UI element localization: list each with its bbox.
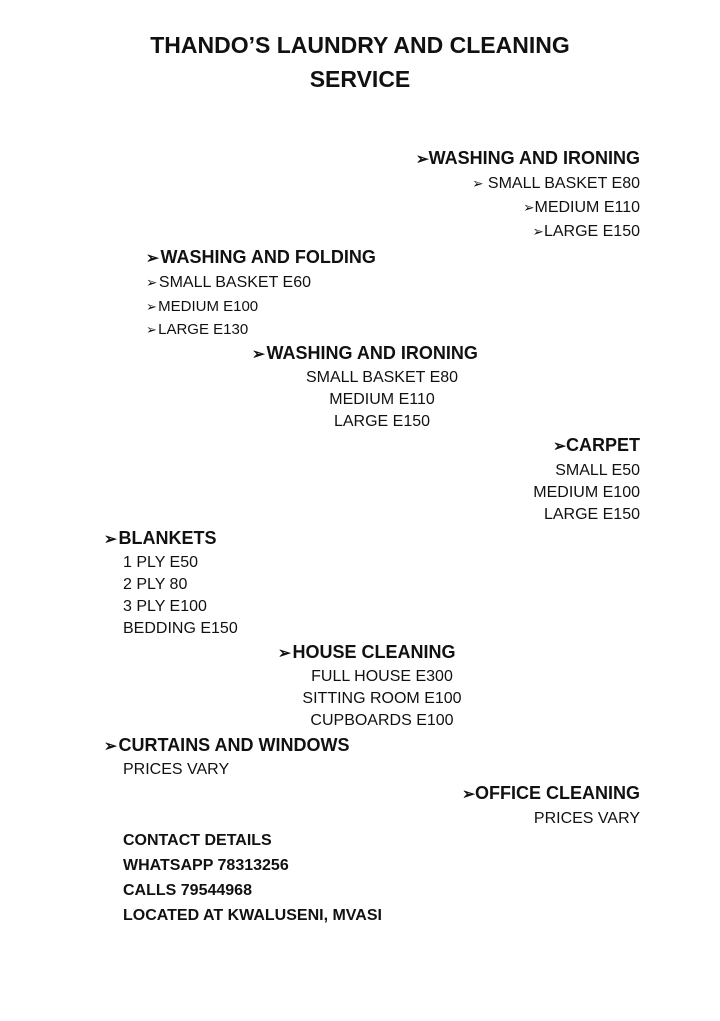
document-title-line-2: SERVICE: [309, 66, 411, 92]
section-heading-washing-ironing: ➢WASHING AND IRONING: [414, 147, 640, 171]
price-item: ➢LARGE E130: [146, 321, 249, 338]
price-item: LARGE E150: [543, 506, 640, 523]
price-item: LARGE E150: [333, 413, 431, 430]
arrow-bullet-icon: ➢: [146, 275, 158, 290]
price-item: 1 PLY E50: [123, 554, 199, 571]
document-title-line-1: THANDO’S LAUNDRY AND CLEANING: [150, 32, 570, 58]
price-item: ➢ SMALL BASKET E80: [472, 175, 640, 192]
arrow-bullet-icon: ➢: [462, 786, 475, 803]
price-item: SMALL E50: [555, 462, 640, 479]
price-item: FULL HOUSE E300: [311, 668, 453, 685]
price-item: ➢MEDIUM E110: [523, 199, 640, 216]
price-item: CUPBOARDS E100: [310, 712, 454, 729]
section-heading-carpet: ➢CARPET: [551, 434, 640, 458]
contact-heading: CONTACT DETAILS: [123, 832, 272, 849]
price-item: 2 PLY 80: [123, 576, 188, 593]
arrow-bullet-icon: ➢: [472, 176, 484, 191]
contact-location: LOCATED AT KWALUSENI, MVASI: [123, 907, 382, 924]
contact-calls: CALLS 79544968: [123, 882, 252, 899]
section-heading-blankets: ➢BLANKETS: [104, 527, 217, 551]
section-heading-washing-ironing: ➢WASHING AND IRONING: [252, 342, 478, 366]
arrow-bullet-icon: ➢: [553, 438, 566, 455]
arrow-bullet-icon: ➢: [415, 151, 429, 168]
arrow-bullet-icon: ➢: [146, 299, 157, 314]
price-item: 3 PLY E100: [123, 598, 207, 615]
price-item: PRICES VARY: [533, 810, 640, 827]
contact-whatsapp: WHATSAPP 78313256: [123, 857, 289, 874]
section-heading-curtains-windows: ➢CURTAINS AND WINDOWS: [104, 734, 350, 758]
arrow-bullet-icon: ➢: [146, 322, 157, 337]
price-item: ➢MEDIUM E100: [146, 298, 259, 315]
price-item: BEDDING E150: [123, 620, 238, 637]
price-item: SMALL BASKET E80: [305, 369, 459, 386]
price-item: ➢LARGE E150: [532, 223, 640, 240]
price-item: MEDIUM E100: [533, 484, 640, 501]
arrow-bullet-icon: ➢: [532, 224, 544, 239]
arrow-bullet-icon: ➢: [252, 346, 265, 363]
section-heading-washing-folding: ➢WASHING AND FOLDING: [146, 246, 376, 270]
arrow-bullet-icon: ➢: [523, 200, 535, 215]
arrow-bullet-icon: ➢: [278, 645, 291, 662]
price-item: MEDIUM E110: [329, 391, 435, 408]
price-item: ➢SMALL BASKET E60: [146, 274, 311, 291]
price-item: SITTING ROOM E100: [302, 690, 462, 707]
price-item: PRICES VARY: [123, 761, 230, 778]
arrow-bullet-icon: ➢: [146, 250, 159, 267]
arrow-bullet-icon: ➢: [104, 531, 117, 548]
section-heading-office-cleaning: ➢OFFICE CLEANING: [460, 782, 640, 806]
arrow-bullet-icon: ➢: [104, 738, 117, 755]
section-heading-house-cleaning: ➢HOUSE CLEANING: [278, 641, 456, 665]
